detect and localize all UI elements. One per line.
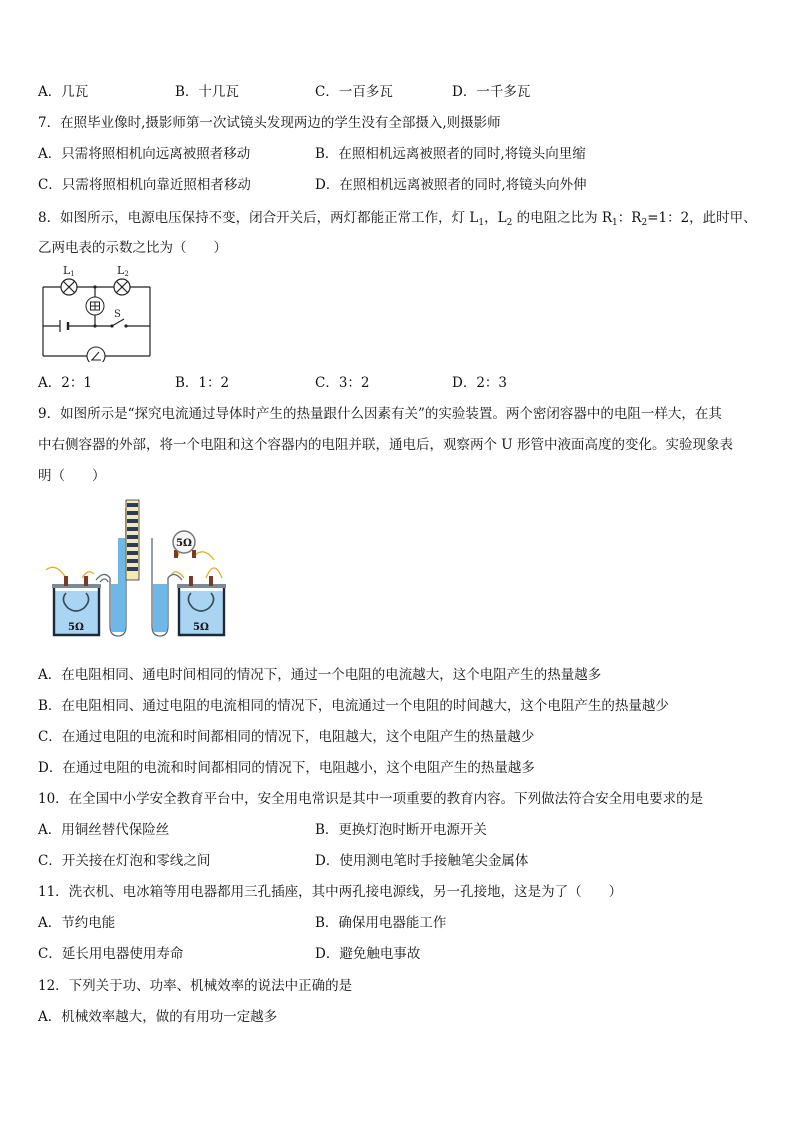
q7-option-b: B．在照相机远离被照者的同时,将镜头向里缩 [315, 146, 586, 162]
q6-option-a: A．几瓦 [38, 84, 89, 100]
q12-stem: 12．下列关于功、功率、机械效率的说法中正确的是 [38, 978, 353, 994]
lamp-l1-icon [61, 279, 77, 295]
q11-stem: 11．洗衣机、电冰箱等用电器都用三孔插座，其中两孔接电源线，另一孔接地，这是为了（ ） [38, 884, 623, 900]
q7-stem: 7．在照毕业像时,摄影师第一次试镜头发现两边的学生没有全部摄入,则摄影师 [38, 115, 501, 131]
q7-option-d: D．在照相机远离被照者的同时,将镜头向外伸 [315, 177, 587, 193]
q9-stem-line2: 中右侧容器的外部，将一个电阻和这个容器内的电阻并联，通电后，观察两个 U 形管中液面高度的变化。实验现象表 [38, 437, 733, 453]
lamp-l2-icon [114, 279, 130, 295]
q8-option-c: C．3：2 [315, 375, 370, 391]
meter-jia-icon [86, 297, 104, 315]
q9-option-c: C．在通过电阻的电流和时间都相同的情况下，电阻越大，这个电阻产生的热量越少 [38, 729, 535, 745]
q7-option-c: C．只需将照相机向靠近照相者移动 [38, 177, 251, 193]
label-l1: L1 [63, 264, 75, 278]
q10-option-c: C．开关接在灯泡和零线之间 [38, 853, 211, 869]
external-resistor-label: 5Ω [176, 538, 192, 549]
q8-option-a: A．2：1 [38, 375, 92, 391]
q6-option-b: B．十几瓦 [175, 84, 239, 100]
meter-yi-icon [87, 347, 105, 362]
q12-option-a: A．机械效率越大，做的有用功一定越多 [38, 1009, 278, 1025]
q9-option-d: D．在通过电阻的电流和时间都相同的情况下，电阻越小，这个电阻产生的热量越多 [38, 760, 535, 776]
label-l2: L2 [117, 264, 129, 278]
q9-stem-line1: 9．如图所示是“探究电流通过导体时产生的热量跟什么因素有关”的实验装置。两个密闭容器中的电阻一样大，在其 [38, 406, 722, 422]
q6-option-c: C．一百多瓦 [315, 84, 393, 100]
label-s: S [114, 309, 121, 320]
q10-stem: 10．在全国中小学安全教育平台中，安全用电常识是其中一项重要的教育内容。下列做法符合安全用电要求的是 [38, 791, 704, 807]
left-resistor-label: 5Ω [68, 622, 84, 633]
q11-option-b: B．确保用电器能工作 [315, 915, 447, 931]
q9-option-b: B．在电阻相同、通过电阻的电流相同的情况下，电流通过一个电阻的时间越大，这个电阻产生的热量越少 [38, 698, 669, 714]
switch-icon [110, 324, 113, 327]
q11-option-a: A．节约电能 [38, 915, 116, 931]
q10-option-a: A．用铜丝替代保险丝 [38, 822, 170, 838]
q11-option-c: C．延长用电器使用寿命 [38, 946, 184, 962]
q8-circuit-figure [38, 262, 156, 362]
q9-stem-line3: 明（ ） [38, 468, 106, 484]
q8-option-b: B．1：2 [175, 375, 230, 391]
q8-option-d: D．2：3 [452, 375, 508, 391]
battery-icon [60, 320, 68, 332]
q9-option-a: A．在电阻相同、通电时间相同的情况下，通过一个电阻的电流越大，这个电阻产生的热量越多 [38, 667, 602, 683]
right-resistor-label: 5Ω [193, 622, 209, 633]
q10-option-b: B．更换灯泡时断开电源开关 [315, 822, 487, 838]
q9-experiment-figure [44, 498, 234, 642]
q8-stem: 8．如图所示，电源电压保持不变，闭合开关后，两灯都能正常工作，灯 $L_1$，$L_2$ 的电阻之比为 $R_1$：$R_2=1$：2，此时甲、 [38, 210, 757, 228]
q6-option-d: D．一千多瓦 [452, 84, 531, 100]
q7-option-a: A．只需将照相机向远离被照者移动 [38, 146, 251, 162]
q10-option-d: D．使用测电笔时手接触笔尖金属体 [315, 853, 529, 869]
q8-stem-line2: 乙两电表的示数之比为（ ） [38, 240, 227, 256]
q11-option-d: D．避免触电事故 [315, 946, 421, 962]
